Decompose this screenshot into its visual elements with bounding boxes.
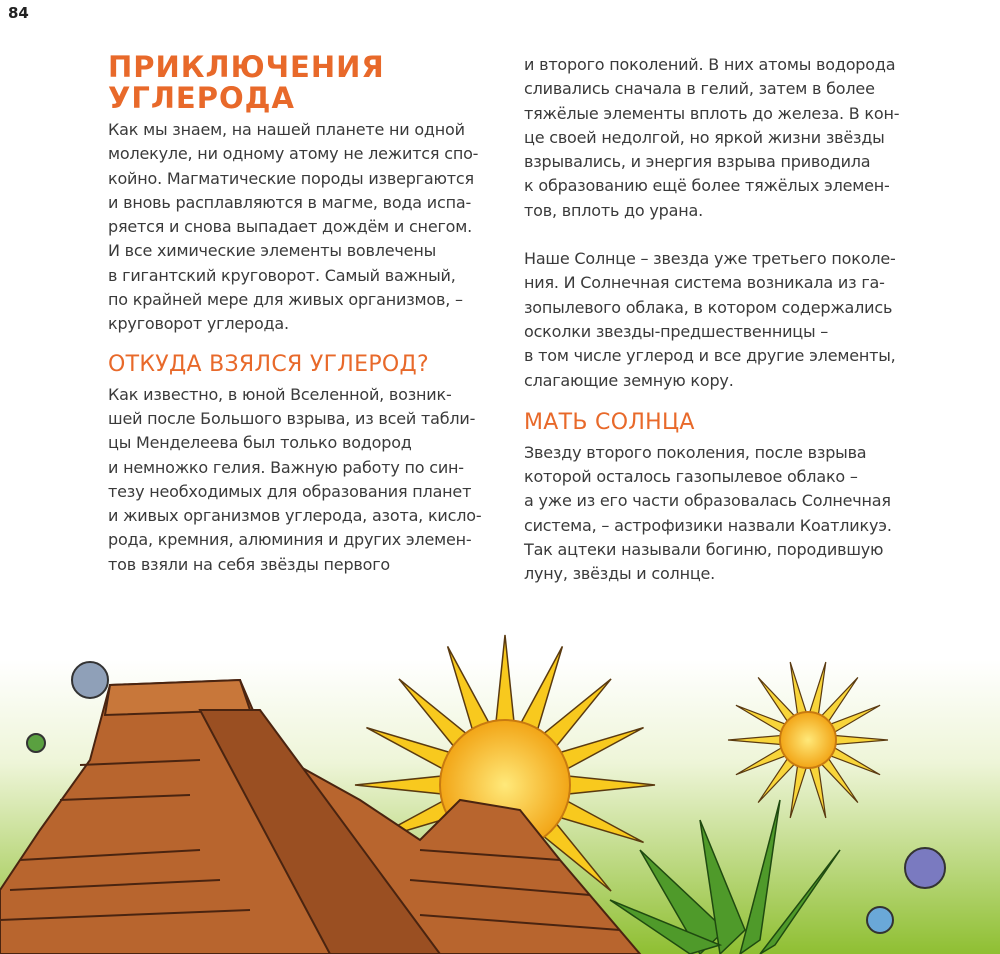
text-line: зопылевого облака, в котором содержались: [524, 297, 893, 317]
title-line: ПРИКЛЮЧЕНИЯ: [108, 50, 385, 84]
text-line: И все химические элементы вовлечены: [108, 241, 437, 261]
page-title: [108, 52, 488, 114]
planet-icon: [27, 734, 45, 752]
planet-icon: [867, 907, 893, 933]
text-line: которой осталось газопылевое облако –: [524, 467, 858, 487]
text-line: Звезду второго поколения, после взрыва: [524, 442, 867, 462]
text-line: ряется и снова выпадает дождём и снегом.: [108, 217, 473, 237]
text-line: и вновь расплавляются в магме, вода испа-: [108, 192, 472, 212]
text-line: це своей недолгой, но яркой жизни звёзды: [524, 127, 885, 147]
text-line: тов взяли на себя звёзды первого: [108, 554, 391, 574]
section-heading-origin: ОТКУДА ВЗЯЛСЯ УГЛЕРОД?: [108, 351, 429, 377]
text-line: ния. И Солнечная система возникала из га-: [524, 273, 885, 293]
text-line: цы Менделеева был только водород: [108, 433, 412, 453]
text-line: осколки звезды-предшественницы –: [524, 321, 829, 341]
text-line: сливались сначала в гелий, затем в более: [524, 79, 875, 99]
text-line: шей после Большого взрыва, из всей табли-: [108, 408, 476, 428]
text-line: тезу необходимых для образования планет: [108, 481, 472, 501]
text-line: молекуле, ни одному атому не лежится спо-: [108, 144, 479, 164]
text-line: в том числе углерод и все другие элементы,: [524, 346, 896, 366]
aztec-pyramid-illustration: [0, 600, 1000, 954]
text-line: койно. Магматические породы извергаются: [108, 168, 474, 188]
text-line: Так ацтеки называли богиню, породившую: [524, 540, 884, 560]
title-line: УГЛЕРОДА: [108, 81, 295, 115]
text-line: круговорот углерода.: [108, 314, 289, 334]
sun-paragraph: [524, 247, 904, 393]
text-line: тов, вплоть до урана.: [524, 200, 703, 220]
left-column: [108, 52, 488, 577]
text-line: и второго поколений. В них атомы водорода: [524, 55, 896, 74]
text-line: в гигантский круговорот. Самый важный,: [108, 265, 456, 285]
text-line: слагающие земную кору.: [524, 370, 734, 390]
text-line: а уже из его части образовалась Солнечная: [524, 491, 891, 511]
text-line: по крайней мере для живых организмов, –: [108, 290, 463, 310]
right-column: [524, 53, 904, 587]
continuation-paragraph: [524, 53, 904, 223]
page-number: 84: [8, 4, 29, 22]
intro-paragraph: [108, 118, 488, 337]
text-line: Наше Солнце – звезда уже третьего поколе-: [524, 249, 896, 269]
planet-icon: [72, 662, 108, 698]
text-line: рода, кремния, алюминия и других элемен-: [108, 530, 472, 550]
section-heading-mother-sun: МАТЬ СОЛНЦА: [524, 409, 695, 435]
text-line: тяжёлые элементы вплоть до железа. В кон-: [524, 103, 900, 123]
text-line: Как известно, в юной Вселенной, возник-: [108, 384, 452, 404]
mother-sun-paragraph: [524, 441, 904, 587]
planet-icon: [905, 848, 945, 888]
origin-paragraph: [108, 383, 488, 577]
text-line: и немножко гелия. Важную работу по син-: [108, 457, 464, 477]
text-line: к образованию ещё более тяжёлых элемен-: [524, 176, 890, 196]
text-line: луну, звёзды и солнце.: [524, 564, 716, 584]
text-line: взрывались, и энергия взрыва приводила: [524, 152, 871, 172]
text-line: система, – астрофизики назвали Коатликуэ.: [524, 515, 892, 535]
text-line: и живых организмов углерода, азота, кисло-: [108, 506, 482, 526]
text-line: Как мы знаем, на нашей планете ни одной: [108, 120, 465, 139]
